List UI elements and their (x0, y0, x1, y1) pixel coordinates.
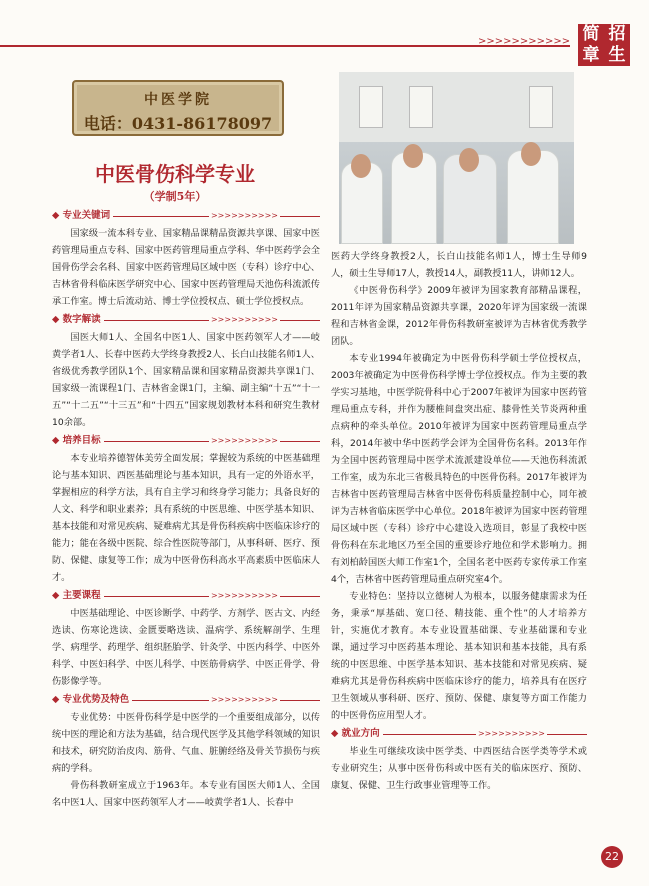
section-label: ◆ 主要课程 (52, 589, 104, 603)
section-arrows: >>>>>>>>>> (209, 209, 280, 223)
section-arrows: >>>>>>>>>> (209, 589, 280, 603)
admissions-seal (578, 24, 630, 66)
seal-char: 章 (582, 45, 600, 65)
seal-char: 简 (582, 24, 600, 44)
paragraph: 国家级一流本科专业、国家精品课精品资源共享课、国家中医药管理局重点专科、国家中医药管理局重点学科、华中医药学会全国骨伤学会名科、国家中医药管理局区域中医（专科）诊疗中心、吉林省骨科临床医学研究中心、国家中医药管理局天池伤科流派传承工作室。博士后流动站、博士学位授权点、硕士学位授权点。 (52, 228, 320, 307)
header-arrows: >>>>>>>>>>> (478, 36, 571, 47)
section-header (52, 434, 320, 448)
section-label: ◆ 就业方向 (331, 727, 383, 741)
classroom-photo (339, 72, 574, 244)
section-header (52, 589, 320, 603)
paragraph: 专业特色：坚持以立德树人为根本，以服务健康需求为任务，秉承“厚基础、宽口径、精技能、重个性”的人才培养方针，实施优才教育。本专业设置基础课、专业基础课和专业课，通过学习中医药基本理论、基本知识和基本技能，具有系统的中医思维、中医学基本知识、基本技能和对常见疾病、疑难病尤其是骨伤科疾病中医临床诊疗的能力，培养具有在医疗卫生领域从事科研、医疗、预防、保健、康复等方面工作能力的中医骨伤应用型人才。 (331, 591, 587, 721)
section-arrows: >>>>>>>>>> (209, 693, 280, 707)
section-arrows: >>>>>>>>>> (476, 727, 547, 741)
section-label: ◆ 专业关键词 (52, 209, 113, 223)
section-label: ◆ 数字解读 (52, 313, 104, 327)
paragraph: 医药大学终身教授2人，长白山技能名师1人，博士生导师9人，硕士生导师17人，教授14人，副教授11人，讲师12人。 (331, 251, 587, 279)
paragraph: 国医大师1人、全国名中医1人、国家中医药领军人才——岐黄学者1人、长春中医药大学终身教授2人、长白山技能名师1人、省级优秀教学团队1个、国家精品课和国家精品资源共享课1门、国家级一流课程1门、吉林省金课1门，主编、副主编“十五”“十一五”“十二五”“十三五”和“十四五”国家规划教材本科和研究生教材10余部。 (52, 332, 320, 428)
page-number: 22 (601, 846, 623, 868)
paragraph: 中医基础理论、中医诊断学、中药学、方剂学、医古文、内经选读、伤寒论选读、金匮要略选读、温病学、系统解剖学、生理学、病理学、药理学、组织胚胎学、针灸学、中医内科学、中医外科学、中医妇科学、中医儿科学、中医筋骨病学、中医正骨学、骨伤影像学等。 (52, 608, 320, 687)
section-label: ◆ 专业优势及特色 (52, 693, 132, 707)
paragraph: 专业优势：中医骨伤科学是中医学的一个重要组成部分，以传统中医的理论和方法为基础，结合现代医学及其他学科领域的知识和技术，研究防治皮肉、筋骨、气血、脏腑经络及骨关节损伤与疾病的学科。 (52, 712, 320, 774)
page-subtitle: （学制5年） (143, 190, 207, 203)
seal-char: 招 (608, 24, 626, 44)
right-column (331, 248, 587, 794)
section-arrows: >>>>>>>>>> (209, 434, 280, 448)
section-header (52, 693, 320, 707)
paragraph: 本专业1994年被确定为中医骨伤科学硕士学位授权点，2003年被确定为中医骨伤科学博士学位授权点。作为主要的教学实习基地，中医学院骨科中心于2007年被评为国家中医药管理局重点专科，并作为腰椎间盘突出症、膝骨性关节炎两种重点病种的牵头单位。2010年被评为国家中医药管理局重点学科，2014年被中华中医药学会评为全国骨伤名科。2013年作为全国中医药管理局中医学术流派建设单位——天池伤科流派工作室，成为东北三省极具特色的中医骨伤科。2017年被评为吉林省中医药管理局吉林省中医骨伤科质量控制中心，同年被评为吉林省临床医学中心单位。2018年被评为国家中医药管理局区域中医（专科）诊疗中心建设入选项目，彰显了我校中医骨伤科在东北地区乃至全国的重要诊疗地位和学术影响力。拥有刘柏龄国医大师工作室1个，全国名老中医药专家传承工作室4个，吉林省中医药管理局重点研究室4个。 (331, 353, 587, 585)
contact-card (72, 80, 284, 136)
section-header (52, 209, 320, 223)
paragraph: 本专业培养德智体美劳全面发展；掌握较为系统的中医基础理论与基本知识、西医基础理论与基本知识，具有一定的外语水平，掌握相应的科学方法，具有自主学习和终身学习能力；具备良好的人文、科学和职业素养；具有系统的中医思维、中医学基本知识、基本技能和对常见疾病、疑难病尤其是骨伤科疾病中医临床诊疗的能力；能在各级中医院、综合性医院等部门，从事科研、医疗、预防、保健、康复等工作；成为中医骨伤科高水平高素质中医临床人才。 (52, 453, 320, 583)
section-label: ◆ 培养目标 (52, 434, 104, 448)
seal-char: 生 (608, 45, 626, 65)
left-column (52, 206, 320, 811)
section-arrows: >>>>>>>>>> (209, 313, 280, 327)
school-name: 中医学院 (144, 92, 212, 108)
paragraph: 毕业生可继续攻读中医学类、中西医结合医学类等学术或专业研究生；从事中医骨伤科或中医有关的临床医疗、预防、康复、保健、卫生行政事业管理等工作。 (331, 746, 587, 791)
paragraph: 骨伤科教研室成立于1963年。本专业有国医大师1人、全国名中医1人、国家中医药领军人才——岐黄学者1人、长春中 (52, 780, 320, 808)
phone-number: 电话：0431-86178097 (83, 114, 273, 133)
section-header (52, 313, 320, 327)
paragraph: 《中医骨伤科学》2009年被评为国家教育部精品课程，2011年评为国家精品资源共享课，2020年评为国家级一流课程和吉林省金课，2012年骨伤科教研室被评为吉林省优秀教学团队。 (331, 285, 587, 347)
page-title: 中医骨伤科学专业 (95, 162, 255, 186)
section-header (331, 727, 587, 741)
